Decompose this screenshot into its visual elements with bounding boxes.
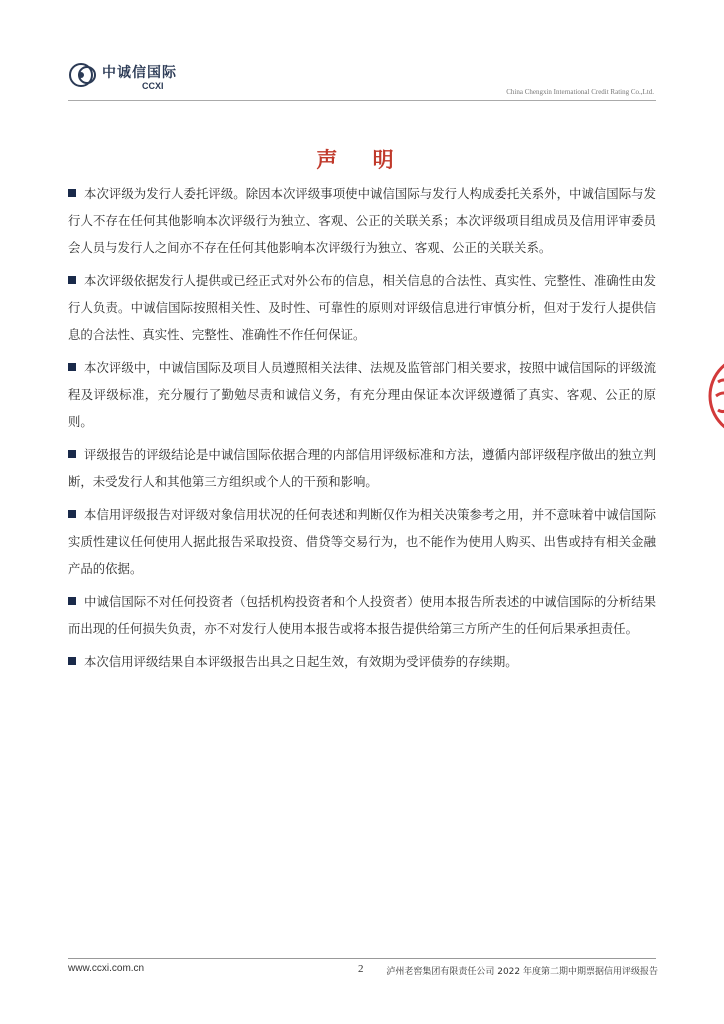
square-bullet-icon: [68, 597, 76, 605]
square-bullet-icon: [68, 450, 76, 458]
ccxi-logo: [68, 60, 178, 96]
square-bullet-icon: [68, 276, 76, 284]
ccxi-logo-icon: [68, 60, 100, 90]
header-divider: [68, 100, 656, 101]
page-header: [0, 0, 724, 110]
page-number: 2: [358, 963, 364, 975]
declaration-list: [68, 180, 656, 681]
page-title: 声 明: [316, 148, 408, 172]
declaration-item: [68, 267, 656, 348]
declaration-text: 评级报告的评级结论是中诚信国际依据合理的内部信用评级标准和方法，遵循内部评级程序做出的独立判断，未受发行人和其他第三方组织或个人的干预和影响。: [68, 447, 656, 489]
declaration-item: [68, 441, 656, 495]
declaration-item: [68, 588, 656, 642]
square-bullet-icon: [68, 657, 76, 665]
footer-website: www.ccxi.com.cn: [68, 963, 145, 974]
declaration-text: 本次评级依据发行人提供或已经正式对外公布的信息，相关信息的合法性、真实性、完整性、准确性由发行人负责。中诚信国际按照相关性、及时性、可靠性的原则对评级信息进行审慎分析，但对于发行人提供信息的合法性、真实性、完整性、准确性不作任何保证。: [68, 273, 656, 342]
footer-divider: [68, 958, 656, 959]
declaration-item: [68, 354, 656, 435]
declaration-text: 本次评级中，中诚信国际及项目人员遵照相关法律、法规及监管部门相关要求，按照中诚信国际的评级流程及评级标准，充分履行了勤勉尽责和诚信义务，有充分理由保证本次评级遵循了真实、客观、公正的原则。: [68, 360, 656, 429]
declaration-item: [68, 648, 656, 675]
declaration-item: [68, 180, 656, 261]
square-bullet-icon: [68, 510, 76, 518]
declaration-text: 本次评级为发行人委托评级。除因本次评级事项使中诚信国际与发行人构成委托关系外，中诚信国际与发行人不存在任何其他影响本次评级行为独立、客观、公正的关联关系；本次评级项目组成员及信用评审委员会人员与发行人之间亦不存在任何其他影响本次评级行为独立、客观、公正的关联关系。: [68, 186, 656, 255]
logo-english-name: CCXI: [142, 81, 164, 91]
declaration-item: [68, 501, 656, 582]
declaration-text: 本次信用评级结果自本评级报告出具之日起生效，有效期为受评债券的存续期。: [84, 654, 518, 669]
seal-stamp-icon: [708, 352, 724, 440]
square-bullet-icon: [68, 363, 76, 371]
declaration-text: 中诚信国际不对任何投资者（包括机构投资者和个人投资者）使用本报告所表述的中诚信国际的分析结果而出现的任何损失负责，亦不对发行人使用本报告或将本报告提供给第三方所产生的任何后果承担责任。: [68, 594, 656, 636]
company-english-name: China Chengxin International Credit Rating Co.,Ltd.: [506, 88, 654, 96]
logo-chinese-name: 中诚信国际: [102, 65, 177, 81]
declaration-text: 本信用评级报告对评级对象信用状况的任何表述和判断仅作为相关决策参考之用，并不意味着中诚信国际实质性建议任何使用人据此报告采取投资、借贷等交易行为，也不能作为使用人购买、出售或持有相关金融产品的依据。: [68, 507, 656, 576]
square-bullet-icon: [68, 189, 76, 197]
footer-report-title: 泸州老窖集团有限责任公司 2022 年度第二期中期票据信用评级报告: [386, 967, 658, 977]
